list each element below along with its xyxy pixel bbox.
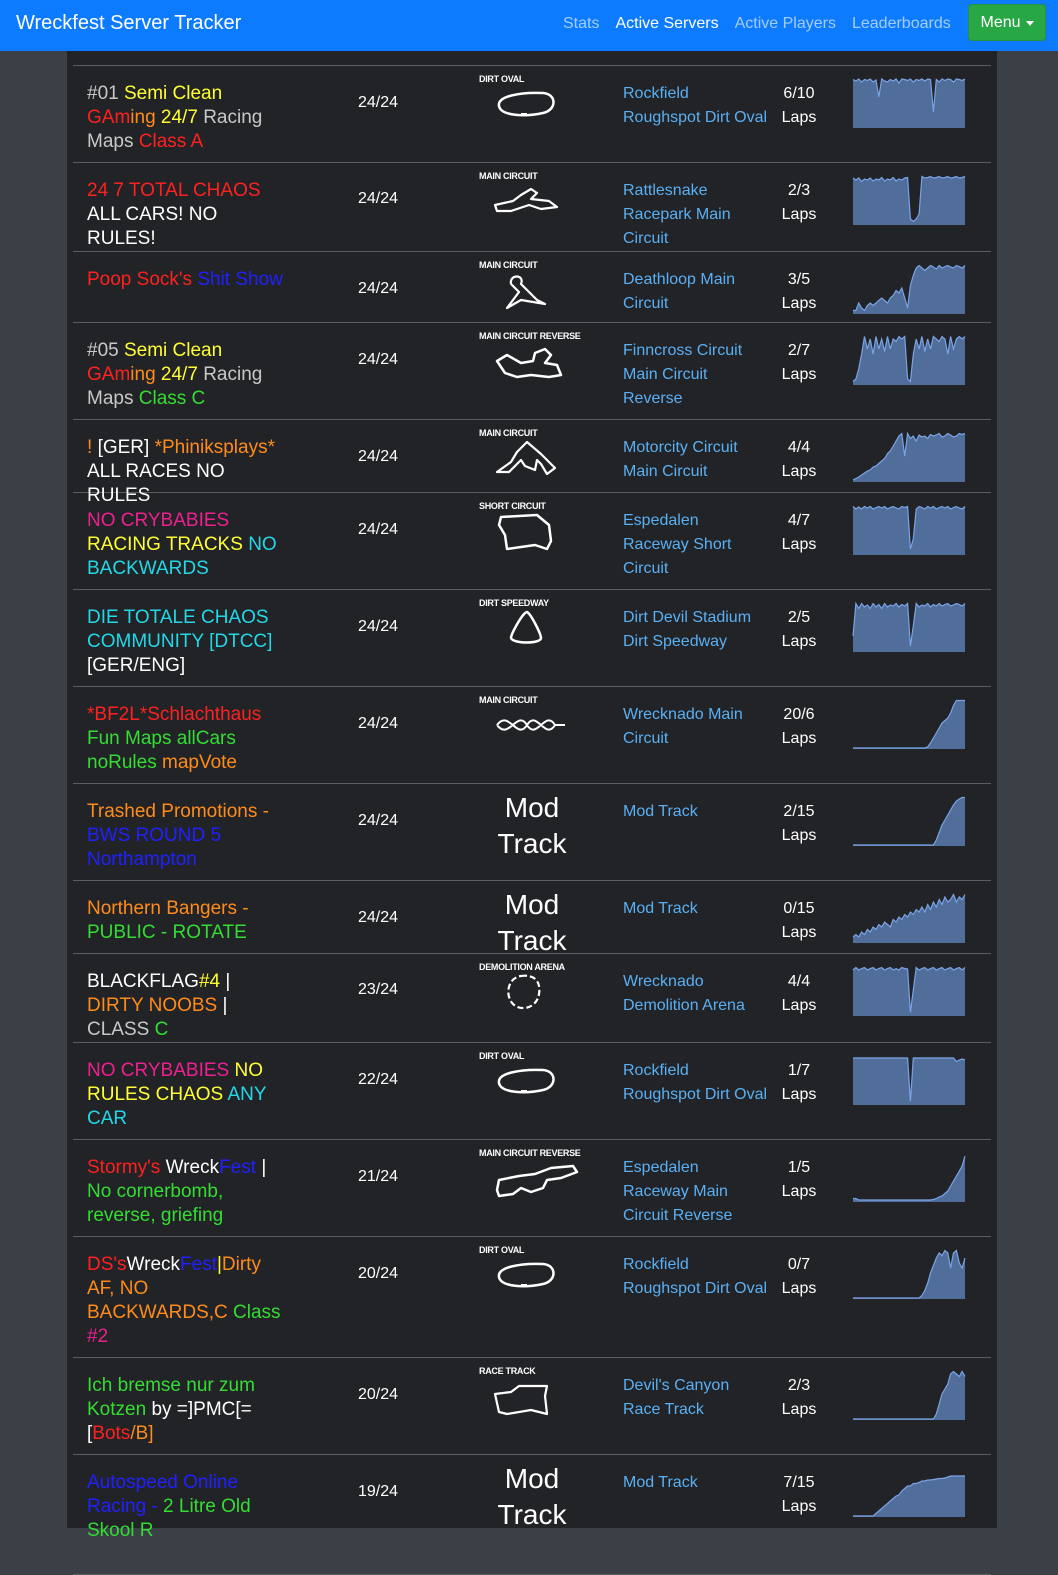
server-name-segment: Dirty AF, NO BACKWARDS,C: [87, 1254, 261, 1323]
activity-sparkline: [853, 1247, 965, 1299]
server-name-segment: PUBLIC - ROTATE: [87, 922, 247, 943]
laps-unit: Laps: [781, 366, 817, 383]
map-type-label: DIRT OVAL: [479, 74, 525, 84]
track-map-main2-icon: [473, 254, 591, 319]
laps-unit: Laps: [781, 924, 817, 941]
navbar: [0, 0, 1058, 51]
track-link-espedalen-raceway-short-circuit[interactable]: Espedalen Raceway Short Circuit: [623, 512, 732, 577]
laps-progress: [773, 509, 825, 557]
server-name-segment: Wreck: [165, 1157, 220, 1178]
laps-unit: Laps: [781, 1183, 817, 1200]
server-name-segment: Fest: [180, 1254, 217, 1275]
activity-sparkline: [853, 1150, 965, 1202]
track-link-motorcity-circuit-main-circuit[interactable]: Motorcity Circuit Main Circuit: [623, 439, 738, 480]
map-type-label: MAIN CIRCUIT REVERSE: [479, 1148, 581, 1158]
server-name-segment: |: [225, 971, 231, 992]
player-count: 24/24: [358, 812, 399, 829]
laps-count: 0/7: [787, 1256, 811, 1273]
server-name-segment: [GER]: [97, 437, 155, 458]
server-name-segment: Racing Maps: [87, 107, 263, 152]
track-map-main1-icon: [473, 165, 591, 230]
server-name-segment: noRules: [87, 752, 162, 773]
server-name-segment: /B]: [130, 1423, 154, 1444]
map-type-label: SHORT CIRCUIT: [479, 501, 546, 511]
track-map-race-icon: [473, 1360, 591, 1425]
brand-title[interactable]: Wreckfest Server Tracker: [16, 12, 242, 34]
activity-sparkline: [853, 173, 965, 225]
server-name-segment: Semi Clean: [123, 340, 223, 361]
laps-count: 1/5: [787, 1159, 811, 1176]
laps-unit: Laps: [781, 1086, 817, 1103]
laps-unit: Laps: [781, 1401, 817, 1418]
laps-count: 4/7: [787, 512, 811, 529]
laps-unit: Laps: [781, 463, 817, 480]
server-name-segment: Racing Maps: [87, 364, 263, 409]
nav-link-stats[interactable]: Stats: [563, 15, 600, 32]
map-type-label: RACE TRACK: [479, 1366, 536, 1376]
server-row[interactable]: [73, 163, 991, 252]
track-link-finncross-circuit-main-circuit-reverse[interactable]: Finncross Circuit Main Circuit Reverse: [623, 342, 743, 407]
server-row[interactable]: [73, 881, 991, 954]
laps-unit: Laps: [781, 1280, 817, 1297]
laps-count: 3/5: [787, 271, 811, 288]
server-name-segment: C: [154, 1019, 169, 1040]
laps-progress: [773, 1374, 825, 1422]
player-count: 24/24: [358, 280, 399, 297]
laps-progress: [773, 800, 825, 848]
laps-unit: Laps: [781, 536, 817, 553]
track-link-rockfield-roughspot-dirt-oval[interactable]: Rockfield Roughspot Dirt Oval: [623, 1256, 768, 1297]
track-link-deathloop-main-circuit[interactable]: Deathloop Main Circuit: [623, 271, 736, 312]
laps-progress: [773, 1471, 825, 1519]
activity-sparkline: [853, 333, 965, 385]
track-link-mod-track[interactable]: Mod Track: [623, 1474, 698, 1491]
activity-sparkline: [853, 964, 965, 1016]
laps-count: 1/7: [787, 1062, 811, 1079]
track-link-dirt-devil-stadium-dirt-speedway[interactable]: Dirt Devil Stadium Dirt Speedway: [623, 609, 752, 650]
server-name-segment: *Phiniksplays*: [154, 437, 275, 458]
laps-progress: [773, 1059, 825, 1107]
server-name: [87, 1156, 287, 1228]
server-name-segment: DIE TOTALE CHAOS COMMUNITY: [87, 607, 269, 652]
map-type-label: DEMOLITION ARENA: [479, 962, 565, 972]
map-type-label: MAIN CIRCUIT: [479, 695, 538, 705]
server-name-segment: ing: [130, 364, 156, 385]
server-name-segment: CLASS: [87, 1019, 155, 1040]
laps-progress: [773, 970, 825, 1018]
track-link-wrecknado-demolition-arena[interactable]: Wrecknado Demolition Arena: [623, 973, 745, 1014]
track-map-oval-icon: [473, 68, 591, 133]
activity-sparkline: [853, 697, 965, 749]
server-name-segment: |: [222, 995, 228, 1016]
server-name-segment: |: [216, 1254, 222, 1275]
track-link-mod-track[interactable]: Mod Track: [623, 900, 698, 917]
activity-sparkline: [853, 1368, 965, 1420]
server-name-segment: No cornerbomb, reverse, griefing: [87, 1181, 224, 1226]
track-link-devil-s-canyon-race-track[interactable]: Devil's Canyon Race Track: [623, 1377, 730, 1418]
activity-sparkline: [853, 1053, 965, 1105]
laps-unit: Laps: [781, 730, 817, 747]
map-type-label: DIRT SPEEDWAY: [479, 598, 549, 608]
activity-sparkline: [853, 891, 965, 943]
laps-count: 7/15: [783, 1474, 815, 1491]
player-count: 20/24: [358, 1386, 399, 1403]
laps-progress: [773, 703, 825, 751]
server-row[interactable]: [73, 323, 991, 420]
laps-progress: [773, 897, 825, 945]
server-row[interactable]: [73, 784, 991, 881]
mod-track-label: Mod Track: [497, 889, 567, 956]
server-list-panel: [67, 51, 997, 1541]
map-type-label: MAIN CIRCUIT: [479, 428, 538, 438]
server-name-segment: by =]PMC[=[: [87, 1399, 252, 1444]
activity-sparkline: [853, 430, 965, 482]
server-name-segment: Trashed Promotions -: [87, 801, 269, 822]
server-name-segment: 24/7: [155, 107, 204, 128]
activity-sparkline: [853, 1465, 965, 1517]
server-name-segment: [DTCC]: [209, 631, 273, 652]
track-map-oval-icon: [473, 1239, 591, 1304]
activity-sparkline: [853, 600, 965, 652]
caret-down-icon: [1026, 21, 1034, 26]
player-count: 24/24: [358, 715, 399, 732]
track-map-triangle-icon: [473, 592, 591, 657]
server-name: [87, 509, 287, 581]
server-name-segment: Bots: [92, 1423, 131, 1444]
server-name-segment: Class C: [138, 388, 206, 409]
server-name-segment: #01: [87, 83, 124, 104]
nav-links: [563, 15, 967, 33]
laps-count: 4/4: [787, 439, 811, 456]
laps-progress: [773, 1156, 825, 1204]
nav-link-leaderboards[interactable]: Leaderboards: [851, 15, 951, 32]
server-row[interactable]: [73, 687, 991, 784]
server-name: [87, 800, 287, 872]
server-row[interactable]: [73, 590, 991, 687]
server-name: [87, 339, 287, 411]
mod-track-label: Mod Track: [497, 1463, 567, 1530]
server-name-segment: Poop Sock's: [87, 269, 198, 290]
server-name-segment: GAm: [87, 107, 131, 128]
track-link-espedalen-raceway-main-circuit-reverse[interactable]: Espedalen Raceway Main Circuit Reverse: [623, 1159, 733, 1224]
server-row[interactable]: [73, 252, 991, 323]
activity-sparkline: [853, 794, 965, 846]
laps-progress: [773, 179, 825, 227]
server-name-segment: *BF2L*Schlachthaus: [87, 704, 262, 725]
laps-unit: Laps: [781, 1498, 817, 1515]
server-name-segment: NO CRYBABIES: [87, 1060, 235, 1081]
server-name-segment: Stormy's: [87, 1157, 166, 1178]
server-name: [87, 82, 287, 154]
server-name-segment: Ich bremse nur zum Kotzen: [87, 1375, 255, 1420]
server-name-segment: RACING TRACKS: [87, 534, 249, 555]
server-name-segment: #05: [87, 340, 124, 361]
server-name-segment: NO BACKWARDS: [87, 534, 277, 579]
server-name: [87, 970, 287, 1042]
server-name-segment: 24 7 TOTAL CHAOS: [87, 180, 261, 201]
server-row[interactable]: [73, 1043, 991, 1140]
server-row[interactable]: [73, 1140, 991, 1237]
laps-count: 2/5: [787, 609, 811, 626]
track-map-main3-icon: [473, 422, 591, 487]
track-link-wrecknado-main-circuit[interactable]: Wrecknado Main Circuit: [623, 706, 743, 747]
server-name: [87, 179, 287, 251]
track-map-arena-icon: [473, 956, 591, 1021]
track-link-mod-track[interactable]: Mod Track: [623, 803, 698, 820]
server-name-segment: mapVote: [162, 752, 237, 773]
laps-progress: [773, 268, 825, 316]
map-type-label: DIRT OVAL: [479, 1245, 525, 1255]
laps-unit: Laps: [781, 206, 817, 223]
server-name-segment: #2: [87, 1326, 109, 1347]
server-name-segment: ing: [130, 107, 156, 128]
laps-count: 4/4: [787, 973, 811, 990]
server-row[interactable]: [73, 1358, 991, 1455]
server-name: [87, 1059, 287, 1131]
player-count: 24/24: [358, 190, 399, 207]
server-name: [87, 897, 287, 945]
server-name-segment: !: [87, 437, 98, 458]
track-link-rockfield-roughspot-dirt-oval[interactable]: Rockfield Roughspot Dirt Oval: [623, 85, 768, 126]
map-type-label: MAIN CIRCUIT: [479, 260, 538, 270]
server-name-segment: Northern Bangers -: [87, 898, 249, 919]
track-link-rockfield-roughspot-dirt-oval[interactable]: Rockfield Roughspot Dirt Oval: [623, 1062, 768, 1103]
server-name-segment: Fest: [219, 1157, 262, 1178]
laps-progress: [773, 606, 825, 654]
server-name-segment: Shit Show: [197, 269, 283, 290]
track-map-oval-icon: [473, 1045, 591, 1110]
server-name-segment: Class: [233, 1302, 281, 1323]
server-name-segment: 2 Litre Old Skool R: [87, 1496, 251, 1541]
server-row[interactable]: [73, 493, 991, 590]
map-type-label: MAIN CIRCUIT REVERSE: [479, 331, 581, 341]
server-name-segment: NO RULES CHAOS: [87, 1060, 263, 1105]
server-name-segment: NO CRYBABIES: [87, 510, 230, 531]
track-map-rev1-icon: [473, 325, 591, 390]
laps-count: 2/3: [787, 1377, 811, 1394]
player-count: 21/24: [358, 1168, 399, 1185]
server-name-segment: Class A: [138, 131, 204, 152]
server-name: [87, 1253, 287, 1349]
track-map-short-icon: [473, 495, 591, 560]
player-count: 24/24: [358, 351, 399, 368]
player-count: 19/24: [358, 1483, 399, 1500]
server-name-segment: [GER/ENG]: [87, 655, 186, 676]
track-map-rev2-icon: [473, 1142, 591, 1207]
server-name: [87, 268, 287, 292]
nav-link-active-players[interactable]: Active Players: [734, 15, 836, 32]
server-row[interactable]: [73, 954, 991, 1043]
laps-progress: [773, 82, 825, 130]
menu-label: Menu: [980, 13, 1021, 31]
track-map-knot-icon: [473, 689, 591, 754]
server-name-segment: GAm: [87, 364, 131, 385]
player-count: 20/24: [358, 1265, 399, 1282]
laps-unit: Laps: [781, 997, 817, 1014]
server-row[interactable]: [73, 1455, 991, 1575]
laps-count: 20/6: [783, 706, 815, 723]
server-name-segment: BLACKFLAG: [87, 971, 199, 992]
laps-count: 2/7: [787, 342, 811, 359]
server-name-segment: Semi Clean: [123, 83, 223, 104]
server-name-segment: ALL RACES NO RULES: [87, 461, 225, 506]
server-name-segment: ANY CAR: [87, 1084, 267, 1129]
activity-sparkline: [853, 76, 965, 128]
map-type-label: DIRT OVAL: [479, 1051, 525, 1061]
server-name-segment: DIRTY NOOBS: [87, 995, 223, 1016]
server-name-segment: |: [261, 1157, 267, 1178]
player-count: 24/24: [358, 521, 399, 538]
player-count: 22/24: [358, 1071, 399, 1088]
server-name-segment: Wreck: [126, 1254, 181, 1275]
server-name-segment: Fun Maps allCars: [87, 728, 236, 749]
server-name-segment: DS's: [87, 1254, 127, 1275]
player-count: 24/24: [358, 909, 399, 926]
laps-unit: Laps: [781, 295, 817, 312]
laps-unit: Laps: [781, 827, 817, 844]
activity-sparkline: [853, 262, 965, 314]
laps-count: 0/15: [783, 900, 815, 917]
server-name-segment: 24/7: [155, 364, 204, 385]
server-name-segment: Autospeed Online Racing -: [87, 1472, 239, 1517]
server-row[interactable]: [73, 66, 991, 163]
laps-unit: Laps: [781, 109, 817, 126]
player-count: 24/24: [358, 618, 399, 635]
laps-progress: [773, 436, 825, 484]
server-name: [87, 1471, 287, 1543]
laps-count: 2/15: [783, 803, 815, 820]
laps-count: 6/10: [783, 85, 815, 102]
player-count: 24/24: [358, 448, 399, 465]
server-name: [87, 606, 287, 678]
laps-count: 2/3: [787, 182, 811, 199]
laps-unit: Laps: [781, 633, 817, 650]
server-name-segment: #4: [198, 971, 226, 992]
nav-link-active-servers[interactable]: Active Servers: [615, 15, 719, 32]
laps-progress: [773, 339, 825, 387]
server-name-segment: ALL CARS! NO RULES!: [87, 204, 218, 249]
player-count: 24/24: [358, 94, 399, 111]
track-link-rattlesnake-racepark-main-circuit[interactable]: Rattlesnake Racepark Main Circuit: [623, 182, 731, 247]
server-name: [87, 1374, 287, 1446]
server-name-segment: BWS ROUND 5 Northampton: [87, 825, 222, 870]
mod-track-label: Mod Track: [497, 792, 567, 859]
laps-progress: [773, 1253, 825, 1301]
activity-sparkline: [853, 503, 965, 555]
menu-dropdown-button[interactable]: [968, 4, 1046, 41]
map-type-label: MAIN CIRCUIT: [479, 171, 538, 181]
server-row[interactable]: [73, 1237, 991, 1358]
player-count: 23/24: [358, 981, 399, 998]
server-name: [87, 703, 287, 775]
